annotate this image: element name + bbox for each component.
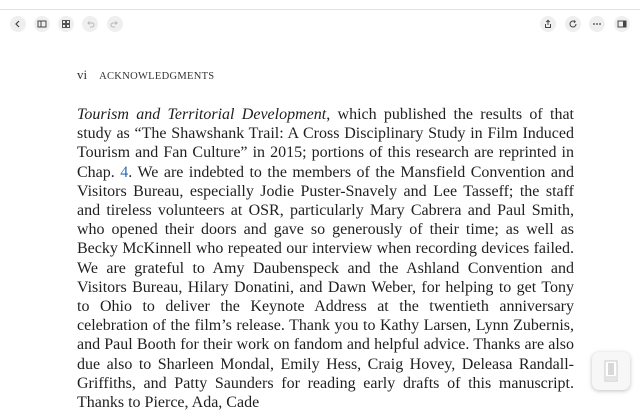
chevron-left-icon[interactable] — [10, 16, 26, 32]
grid-icon[interactable] — [58, 16, 74, 32]
body-paragraph — [77, 105, 574, 412]
toolbar-divider — [0, 9, 640, 10]
page-thumbnail-button[interactable] — [592, 352, 630, 390]
running-head: ACKNOWLEDGMENTS — [99, 71, 215, 82]
book-title: Tourism and Territorial Development — [77, 106, 327, 123]
more-icon[interactable] — [589, 16, 605, 32]
reader-panel-icon[interactable] — [614, 16, 630, 32]
refresh-icon[interactable] — [565, 16, 581, 32]
page-number: vi — [77, 67, 88, 82]
chapter-link[interactable]: 4 — [120, 163, 129, 181]
sidebar-icon[interactable] — [34, 16, 50, 32]
share-icon[interactable] — [540, 16, 556, 32]
body-text-1: , which published the results of that study as “The Shawshank Trail: A Cross Disciplinary Study in Film Induced Tourism and Fan Culture” in 2015; portions of this research are reprinted in Chap. — [77, 106, 574, 181]
page-header — [77, 67, 214, 83]
undo-icon[interactable] — [82, 16, 98, 32]
redo-icon[interactable] — [107, 16, 123, 32]
page-thumbnail-icon — [604, 360, 618, 382]
body-text-2: . We are indebted to the members of the Mansfield Convention and Visitors Bureau, especially Jodie Puster-Snavely and Lee Tasseff; the staff and tireless volunteers at OSR, particularly Mary Cabrera and Paul Smith, who opened their doors and gave so generously of their time; as well as Becky McKinnell who repeated our interview when recording devices failed. We are grateful to Amy Daubenspeck and the Ashland Convention and Visitors Bureau, Hilary Donatini, and Dawn Weber, for helping to get Tony to Ohio to deliver the Keynote Address at the twentieth anniversary celebration of the film’s release. Thank you to Kathy Larsen, Lynn Zubernis, and Paul Booth for their work on fandom and helpful advice. Thanks are also due also to Sharleen Mondal, Emily Hess, Craig Hovey, Deleasa Randall-Griffiths, and Patty Saunders for reading early drafts of this manuscript. Thanks to Pierce, Ada, Cade — [77, 163, 574, 412]
